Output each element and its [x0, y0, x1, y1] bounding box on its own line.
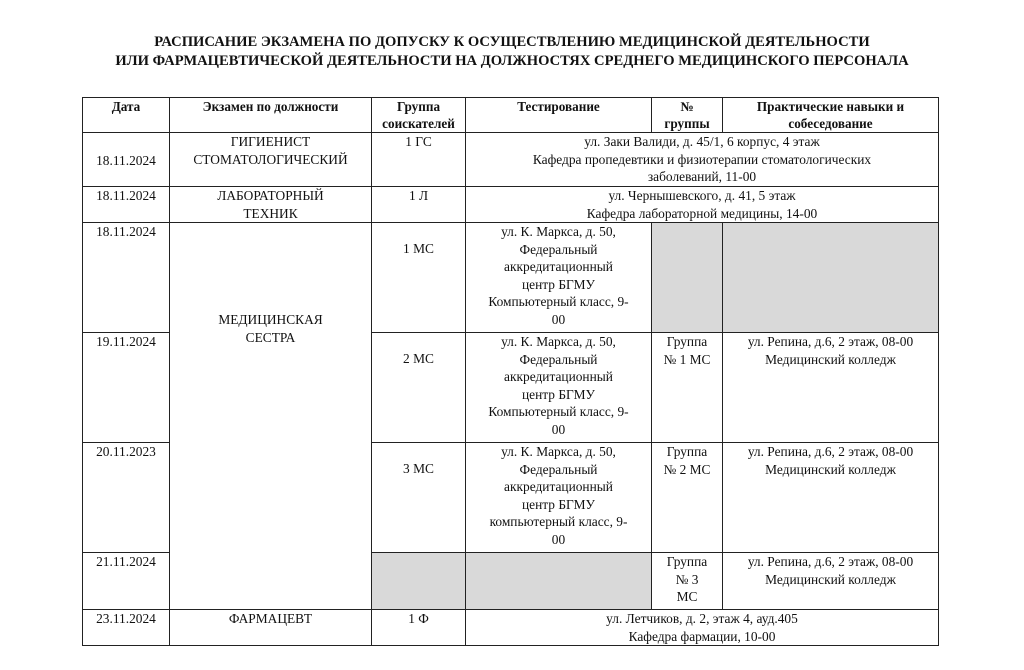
cell-practical: ул. Репина, д.6, 2 этаж, 08-00 Медицинский колледж: [723, 553, 939, 610]
table-row: [83, 610, 939, 646]
title-line-1: РАСПИСАНИЕ ЭКЗАМЕНА ПО ДОПУСКУ К ОСУЩЕСТВЛЕНИЮ МЕДИЦИНСКОЙ ДЕЯТЕЛЬНОСТИ: [154, 34, 870, 50]
cell-exam: ФАРМАЦЕВТ: [170, 610, 372, 646]
document-title: [0, 33, 1024, 71]
cell-group: 1 Ф: [372, 610, 466, 646]
cell-group: 3 МС: [372, 443, 466, 553]
cell-testing: ул. К. Маркса, д. 50, Федеральный аккредитационный центр БГМУ Компьютерный класс, 9- 00: [466, 333, 652, 443]
cell-group: 1 Л: [372, 187, 466, 223]
header-practical: Практические навыки и собеседование: [723, 98, 939, 133]
cell-empty-gray: [723, 223, 939, 333]
cell-date: 19.11.2024: [83, 333, 170, 443]
table-row: [83, 133, 939, 187]
cell-date: 18.11.2024: [83, 187, 170, 223]
cell-practical: ул. Репина, д.6, 2 этаж, 08-00 Медицинский колледж: [723, 443, 939, 553]
table-row: [83, 223, 939, 333]
cell-venue: ул. Чернышевского, д. 41, 5 этаж Кафедра лабораторной медицины, 14-00: [466, 187, 939, 223]
cell-date: 21.11.2024: [83, 553, 170, 610]
cell-date: 23.11.2024: [83, 610, 170, 646]
header-group-number: № группы: [652, 98, 723, 133]
cell-date: 18.11.2024: [83, 133, 170, 187]
table-row: [83, 187, 939, 223]
cell-exam-nurse: МЕДИЦИНСКАЯ СЕСТРА: [170, 223, 372, 610]
cell-group-number: Группа № 3 МС: [652, 553, 723, 610]
cell-venue: ул. Летчиков, д. 2, этаж 4, ауд.405 Кафедра фармации, 10-00: [466, 610, 939, 646]
header-date: Дата: [83, 98, 170, 133]
cell-testing: ул. К. Маркса, д. 50, Федеральный аккредитационный центр БГМУ компьютерный класс, 9- 00: [466, 443, 652, 553]
title-line-2: ИЛИ ФАРМАЦЕВТИЧЕСКОЙ ДЕЯТЕЛЬНОСТИ НА ДОЛЖНОСТЯХ СРЕДНЕГО МЕДИЦИНСКОГО ПЕРСОНАЛА: [115, 53, 909, 69]
cell-practical: ул. Репина, д.6, 2 этаж, 08-00 Медицинский колледж: [723, 333, 939, 443]
header-group: Группа соискателей: [372, 98, 466, 133]
cell-date: 18.11.2024: [83, 223, 170, 333]
cell-date: 20.11.2023: [83, 443, 170, 553]
cell-empty-gray: [652, 223, 723, 333]
cell-exam: ГИГИЕНИСТ СТОМАТОЛОГИЧЕСКИЙ: [170, 133, 372, 187]
header-exam: Экзамен по должности: [170, 98, 372, 133]
cell-group: 1 МС: [372, 223, 466, 333]
cell-group-number: Группа № 2 МС: [652, 443, 723, 553]
cell-empty-gray: [372, 553, 466, 610]
exam-schedule-table: [82, 97, 939, 646]
cell-venue: ул. Заки Валиди, д. 45/1, 6 корпус, 4 этаж Кафедра пропедевтики и физиотерапии стоматологических заболеваний, 11-00: [466, 133, 939, 187]
table-header-row: [83, 98, 939, 133]
cell-group: 2 МС: [372, 333, 466, 443]
cell-group: 1 ГС: [372, 133, 466, 187]
cell-exam: ЛАБОРАТОРНЫЙ ТЕХНИК: [170, 187, 372, 223]
header-testing: Тестирование: [466, 98, 652, 133]
cell-group-number: Группа № 1 МС: [652, 333, 723, 443]
cell-testing: ул. К. Маркса, д. 50, Федеральный аккредитационный центр БГМУ Компьютерный класс, 9- 00: [466, 223, 652, 333]
cell-empty-gray: [466, 553, 652, 610]
